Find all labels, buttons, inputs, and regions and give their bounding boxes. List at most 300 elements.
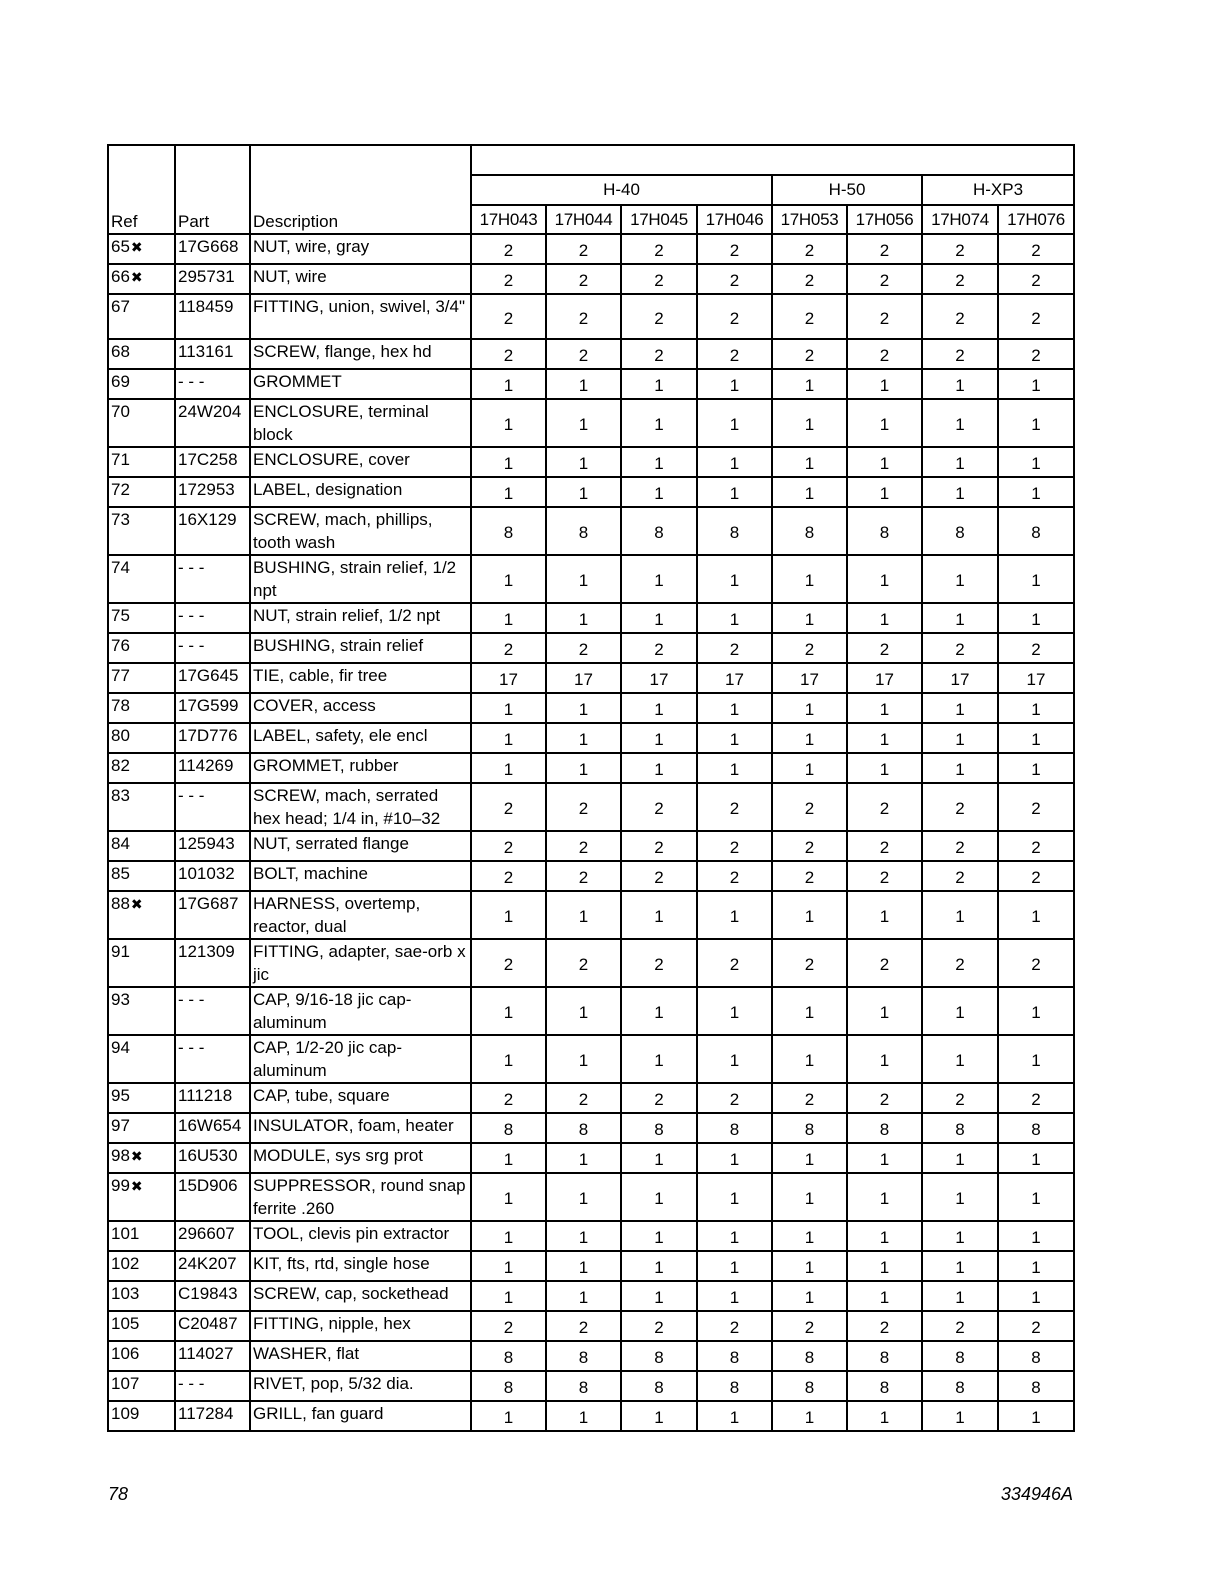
- quantity-cell: 1: [546, 399, 621, 447]
- quantity-cell: 2: [546, 1311, 621, 1341]
- quantity-cell: 2: [998, 1083, 1074, 1113]
- description-cell: MODULE, sys srg prot: [250, 1143, 471, 1173]
- quantity-cell: 1: [471, 1035, 546, 1083]
- part-number-cell: 295731: [175, 264, 250, 294]
- part-number-cell: - - -: [175, 1035, 250, 1083]
- quantity-cell: 2: [847, 339, 922, 369]
- ref-cell: [108, 264, 175, 294]
- quantity-cell: 2: [772, 633, 847, 663]
- quantity-cell: 1: [922, 399, 998, 447]
- quantity-cell: 1: [998, 723, 1074, 753]
- quantity-cell: 2: [697, 339, 772, 369]
- quantity-cell: 1: [546, 1251, 621, 1281]
- table-row: [108, 753, 1074, 783]
- quantity-cell: 1: [471, 1173, 546, 1221]
- part-number-cell: 24K207: [175, 1251, 250, 1281]
- quantity-cell: 1: [922, 1143, 998, 1173]
- quantity-cell: 2: [621, 783, 697, 831]
- quantity-cell: 2: [546, 1083, 621, 1113]
- quantity-cell: 1: [471, 1401, 546, 1431]
- description-cell: SCREW, cap, sockethead: [250, 1281, 471, 1311]
- quantity-cell: 1: [998, 1221, 1074, 1251]
- quantity-cell: 1: [998, 399, 1074, 447]
- table-row: [108, 1173, 1074, 1221]
- quantity-cell: 8: [697, 1341, 772, 1371]
- ref-cell: [108, 861, 175, 891]
- ref-number: 83: [111, 786, 130, 805]
- quantity-cell: 8: [998, 507, 1074, 555]
- quantity-cell: 1: [697, 753, 772, 783]
- parts-rows: [108, 234, 1074, 1431]
- table-row: [108, 294, 1074, 339]
- quantity-cell: 1: [546, 1221, 621, 1251]
- description-cell: FITTING, union, swivel, 3/4": [250, 294, 471, 339]
- quantity-cell: 1: [471, 369, 546, 399]
- quantity-cell: 2: [998, 294, 1074, 339]
- quantity-cell: 1: [998, 369, 1074, 399]
- part-number-cell: - - -: [175, 783, 250, 831]
- model-number-header: 17H056: [847, 205, 922, 234]
- quantity-cell: 2: [847, 234, 922, 264]
- quantity-cell: 1: [697, 399, 772, 447]
- quantity-cell: 1: [922, 1251, 998, 1281]
- quantity-cell: 2: [697, 861, 772, 891]
- quantity-cell: 2: [546, 831, 621, 861]
- table-row: [108, 447, 1074, 477]
- table-row: [108, 633, 1074, 663]
- quantity-cell: 2: [546, 339, 621, 369]
- part-number-cell: - - -: [175, 555, 250, 603]
- description-cell: WASHER, flat: [250, 1341, 471, 1371]
- part-number-cell: 125943: [175, 831, 250, 861]
- quantity-cell: 8: [471, 1113, 546, 1143]
- quantity-cell: 2: [471, 939, 546, 987]
- quantity-cell: 8: [772, 1113, 847, 1143]
- description-cell: FITTING, nipple, hex: [250, 1311, 471, 1341]
- quantity-cell: 2: [772, 264, 847, 294]
- part-number-cell: 117284: [175, 1401, 250, 1431]
- description-cell: ENCLOSURE, cover: [250, 447, 471, 477]
- quantity-cell: 1: [998, 477, 1074, 507]
- quantity-cell: 2: [772, 1083, 847, 1113]
- part-number-cell: 172953: [175, 477, 250, 507]
- quantity-cell: 8: [847, 1113, 922, 1143]
- quantity-cell: 2: [847, 1311, 922, 1341]
- quantity-cell: 1: [922, 1221, 998, 1251]
- table-row: [108, 339, 1074, 369]
- ref-cell: [108, 555, 175, 603]
- table-row: [108, 477, 1074, 507]
- quantity-cell: 8: [471, 1371, 546, 1401]
- quantity-cell: 1: [847, 1221, 922, 1251]
- quantity-cell: 1: [772, 555, 847, 603]
- ref-number: 76: [111, 636, 130, 655]
- quantity-cell: 8: [922, 1341, 998, 1371]
- quantity-cell: 2: [772, 861, 847, 891]
- quantity-cell: 1: [847, 1143, 922, 1173]
- quantity-cell: 1: [697, 987, 772, 1035]
- ref-number: 82: [111, 756, 130, 775]
- part-number-cell: 17G687: [175, 891, 250, 939]
- quantity-cell: 1: [847, 399, 922, 447]
- quantity-cell: 1: [546, 603, 621, 633]
- quantity-cell: 1: [621, 987, 697, 1035]
- quantity-cell: 8: [546, 1113, 621, 1143]
- quantity-cell: 2: [998, 633, 1074, 663]
- quantity-cell: 2: [772, 339, 847, 369]
- ref-cell: [108, 234, 175, 264]
- quantity-cell: 8: [847, 1371, 922, 1401]
- quantity-cell: 1: [471, 1281, 546, 1311]
- table-row: [108, 663, 1074, 693]
- quantity-cell: 1: [546, 753, 621, 783]
- ref-number: 101: [111, 1224, 140, 1243]
- quantity-cell: 8: [546, 1371, 621, 1401]
- quantity-cell: 1: [998, 555, 1074, 603]
- part-column-header: Part: [175, 145, 250, 234]
- quantity-cell: 2: [772, 831, 847, 861]
- part-number-cell: 17G599: [175, 693, 250, 723]
- quantity-cell: 1: [697, 447, 772, 477]
- quantity-cell: 8: [546, 1341, 621, 1371]
- quantity-cell: 2: [922, 1311, 998, 1341]
- quantity-cell: 2: [621, 1083, 697, 1113]
- quantity-cell: 1: [471, 477, 546, 507]
- quantity-cell: 1: [922, 987, 998, 1035]
- quantity-cell: 2: [847, 633, 922, 663]
- quantity-cell: 1: [621, 603, 697, 633]
- quantity-cell: 1: [471, 1221, 546, 1251]
- description-cell: HARNESS, overtemp, reactor, dual: [250, 891, 471, 939]
- quantity-cell: 8: [922, 507, 998, 555]
- quantity-cell: 2: [471, 1311, 546, 1341]
- quantity-cell: 2: [772, 939, 847, 987]
- quantity-cell: 1: [772, 1143, 847, 1173]
- quantity-cell: 1: [621, 1143, 697, 1173]
- quantity-cell: 1: [772, 447, 847, 477]
- quantity-cell: 1: [471, 753, 546, 783]
- ref-cell: [108, 1251, 175, 1281]
- ref-number: 98: [111, 1146, 130, 1165]
- quantity-cell: 8: [471, 507, 546, 555]
- ref-cell: [108, 723, 175, 753]
- table-row: [108, 783, 1074, 831]
- model-number-header: 17H043: [471, 205, 546, 234]
- quantity-cell: 1: [998, 1143, 1074, 1173]
- quantity-cell: 1: [546, 693, 621, 723]
- quantity-cell: 8: [772, 1371, 847, 1401]
- quantity-cell: 2: [471, 861, 546, 891]
- ref-cell: [108, 369, 175, 399]
- model-number-header: 17H053: [772, 205, 847, 234]
- table-row: [108, 1281, 1074, 1311]
- quantity-cell: 2: [546, 939, 621, 987]
- quantity-cell: 1: [772, 1035, 847, 1083]
- quantity-cell: 1: [697, 369, 772, 399]
- ref-number: 109: [111, 1404, 140, 1423]
- quantity-cell: 2: [471, 831, 546, 861]
- quantity-cell: 2: [621, 633, 697, 663]
- ref-number: 72: [111, 480, 130, 499]
- quantity-cell: 1: [697, 555, 772, 603]
- part-number-cell: 113161: [175, 339, 250, 369]
- quantity-cell: 2: [621, 831, 697, 861]
- quantity-cell: 2: [546, 264, 621, 294]
- quantity-cell: 1: [847, 753, 922, 783]
- quantity-cell: 2: [772, 294, 847, 339]
- quantity-cell: 1: [922, 891, 998, 939]
- quantity-cell: 8: [621, 1113, 697, 1143]
- quantity-cell: 2: [998, 1311, 1074, 1341]
- quantity-cell: 1: [697, 603, 772, 633]
- table-row: [108, 603, 1074, 633]
- part-number-cell: - - -: [175, 369, 250, 399]
- ref-number: 102: [111, 1254, 140, 1273]
- quantity-cell: 1: [922, 1173, 998, 1221]
- quantity-cell: 8: [998, 1371, 1074, 1401]
- quantity-cell: 1: [847, 723, 922, 753]
- quantity-cell: 2: [621, 264, 697, 294]
- quantity-cell: 8: [697, 1113, 772, 1143]
- quantity-cell: 1: [922, 723, 998, 753]
- quantity-cell: 17: [546, 663, 621, 693]
- ref-cell: [108, 1113, 175, 1143]
- description-cell: TOOL, clevis pin extractor: [250, 1221, 471, 1251]
- quantity-cell: 8: [998, 1113, 1074, 1143]
- description-column-header: Description: [250, 145, 471, 234]
- page-number: 78: [108, 1484, 129, 1504]
- quantity-cell: 2: [998, 861, 1074, 891]
- quantity-cell: 2: [471, 234, 546, 264]
- ref-cell: [108, 399, 175, 447]
- ref-cell: [108, 1221, 175, 1251]
- part-number-cell: 114027: [175, 1341, 250, 1371]
- quantity-cell: 1: [546, 891, 621, 939]
- part-number-cell: - - -: [175, 987, 250, 1035]
- ref-number: 85: [111, 864, 130, 883]
- quantity-cell: 1: [471, 447, 546, 477]
- model-group-header: H-40: [471, 175, 772, 205]
- quantity-cell: 8: [546, 507, 621, 555]
- quantity-cell: 1: [621, 1035, 697, 1083]
- table-row: [108, 987, 1074, 1035]
- quantity-cell: 1: [621, 369, 697, 399]
- quantity-cell: 2: [546, 633, 621, 663]
- ref-cell: [108, 1281, 175, 1311]
- description-cell: GROMMET: [250, 369, 471, 399]
- quantity-cell: 8: [697, 1371, 772, 1401]
- description-cell: CAP, tube, square: [250, 1083, 471, 1113]
- quantity-cell: 1: [546, 555, 621, 603]
- cross-mark-icon: ✖: [130, 269, 143, 285]
- quantity-cell: 2: [998, 234, 1074, 264]
- quantity-cell: 2: [697, 939, 772, 987]
- model-number-header: 17H046: [697, 205, 772, 234]
- ref-number: 74: [111, 558, 130, 577]
- quantity-cell: 1: [772, 1251, 847, 1281]
- quantity-cell: 2: [847, 939, 922, 987]
- model-number-header: 17H076: [998, 205, 1074, 234]
- ref-cell: [108, 603, 175, 633]
- quantity-cell: 2: [621, 234, 697, 264]
- table-row: [108, 1035, 1074, 1083]
- part-number-cell: 17C258: [175, 447, 250, 477]
- quantity-cell: 1: [772, 369, 847, 399]
- table-row: [108, 831, 1074, 861]
- part-number-cell: 121309: [175, 939, 250, 987]
- ref-number: 99: [111, 1176, 130, 1195]
- ref-cell: [108, 693, 175, 723]
- quantity-cell: 2: [697, 294, 772, 339]
- quantity-cell: 1: [847, 891, 922, 939]
- part-number-cell: 111218: [175, 1083, 250, 1113]
- quantity-cell: 2: [697, 1083, 772, 1113]
- part-number-cell: - - -: [175, 603, 250, 633]
- quantity-cell: 1: [922, 693, 998, 723]
- quantity-cell: 1: [471, 1143, 546, 1173]
- quantity-cell: 1: [998, 1035, 1074, 1083]
- quantity-cell: 1: [621, 1251, 697, 1281]
- quantity-cell: 2: [621, 939, 697, 987]
- quantity-cell: 1: [847, 369, 922, 399]
- part-number-cell: 16X129: [175, 507, 250, 555]
- ref-number: 80: [111, 726, 130, 745]
- quantity-cell: 1: [471, 693, 546, 723]
- model-number-header: 17H045: [621, 205, 697, 234]
- quantity-cell: 8: [621, 1371, 697, 1401]
- quantity-cell: 2: [621, 861, 697, 891]
- ref-number: 68: [111, 342, 130, 361]
- ref-cell: [108, 1371, 175, 1401]
- quantity-cell: 2: [922, 264, 998, 294]
- quantity-cell: 1: [847, 1401, 922, 1431]
- quantity-cell: 1: [546, 1401, 621, 1431]
- quantity-cell: 2: [922, 633, 998, 663]
- description-cell: COVER, access: [250, 693, 471, 723]
- ref-number: 65: [111, 237, 130, 256]
- table-row: [108, 1251, 1074, 1281]
- quantity-cell: 1: [697, 1221, 772, 1251]
- quantity-cell: 1: [471, 1251, 546, 1281]
- quantity-cell: 1: [772, 1281, 847, 1311]
- quantity-cell: 1: [697, 693, 772, 723]
- description-cell: TIE, cable, fir tree: [250, 663, 471, 693]
- quantity-cell: 1: [546, 1173, 621, 1221]
- part-number-cell: - - -: [175, 633, 250, 663]
- ref-cell: [108, 1173, 175, 1221]
- quantity-cell: 1: [697, 1281, 772, 1311]
- quantity-cell: 1: [922, 1035, 998, 1083]
- part-number-cell: 118459: [175, 294, 250, 339]
- quantity-cell: 1: [621, 1281, 697, 1311]
- description-cell: BOLT, machine: [250, 861, 471, 891]
- quantity-cell: 8: [847, 1341, 922, 1371]
- quantity-cell: 2: [998, 831, 1074, 861]
- quantity-cell: 1: [471, 891, 546, 939]
- quantity-cell: 1: [471, 555, 546, 603]
- parts-table: [107, 144, 1075, 1432]
- quantity-cell: 1: [922, 1281, 998, 1311]
- quantity-cell: 2: [546, 783, 621, 831]
- quantity-cell: 1: [998, 1173, 1074, 1221]
- quantity-cell: 1: [998, 753, 1074, 783]
- quantity-cell: 2: [471, 783, 546, 831]
- description-cell: CAP, 1/2-20 jic cap-aluminum: [250, 1035, 471, 1083]
- quantity-cell: 2: [772, 234, 847, 264]
- ref-cell: [108, 663, 175, 693]
- description-cell: SCREW, flange, hex hd: [250, 339, 471, 369]
- quantity-cell: 1: [998, 693, 1074, 723]
- quantity-cell: 1: [772, 1401, 847, 1431]
- ref-cell: [108, 1143, 175, 1173]
- quantity-cell: 1: [847, 447, 922, 477]
- quantity-cell: 2: [697, 783, 772, 831]
- quantity-cell: 2: [922, 939, 998, 987]
- quantity-cell: 2: [546, 294, 621, 339]
- ref-number: 69: [111, 372, 130, 391]
- part-number-cell: 296607: [175, 1221, 250, 1251]
- model-group-header: H-XP3: [922, 175, 1074, 205]
- quantity-cell: 1: [546, 1281, 621, 1311]
- quantity-cell: 1: [847, 1251, 922, 1281]
- quantity-cell: 17: [621, 663, 697, 693]
- table-row: [108, 234, 1074, 264]
- ref-cell: [108, 939, 175, 987]
- description-cell: INSULATOR, foam, heater: [250, 1113, 471, 1143]
- quantity-cell: 8: [697, 507, 772, 555]
- ref-number: 97: [111, 1116, 130, 1135]
- quantity-cell: 1: [546, 369, 621, 399]
- quantity-cell: 2: [546, 861, 621, 891]
- ref-cell: [108, 477, 175, 507]
- quantity-cell: 1: [471, 723, 546, 753]
- description-cell: NUT, strain relief, 1/2 npt: [250, 603, 471, 633]
- ref-number: 94: [111, 1038, 130, 1057]
- quantity-cell: 2: [922, 339, 998, 369]
- quantity-cell: 1: [922, 447, 998, 477]
- quantity-cell: 2: [922, 234, 998, 264]
- part-number-cell: - - -: [175, 1371, 250, 1401]
- table-row: [108, 1311, 1074, 1341]
- quantity-cell: 1: [697, 1173, 772, 1221]
- cross-mark-icon: ✖: [130, 1178, 143, 1194]
- ref-number: 67: [111, 297, 130, 316]
- quantity-cell: 2: [621, 294, 697, 339]
- ref-number: 73: [111, 510, 130, 529]
- ref-cell: [108, 891, 175, 939]
- quantity-cell: 1: [621, 693, 697, 723]
- quantity-cell: 1: [847, 477, 922, 507]
- ref-number: 70: [111, 402, 130, 421]
- quantity-cell: 1: [922, 555, 998, 603]
- quantity-cell: 1: [621, 723, 697, 753]
- quantity-cell: 1: [847, 693, 922, 723]
- quantity-cell: 8: [922, 1371, 998, 1401]
- ref-number: 66: [111, 267, 130, 286]
- table-row: [108, 861, 1074, 891]
- ref-cell: [108, 447, 175, 477]
- description-cell: LABEL, safety, ele encl: [250, 723, 471, 753]
- quantity-cell: 1: [621, 1173, 697, 1221]
- quantity-cell: 2: [772, 783, 847, 831]
- description-cell: NUT, wire: [250, 264, 471, 294]
- quantity-cell: 1: [922, 1401, 998, 1431]
- quantity-cell: 1: [998, 447, 1074, 477]
- description-cell: KIT, fts, rtd, single hose: [250, 1251, 471, 1281]
- quantity-cell: 1: [621, 399, 697, 447]
- ref-number: 95: [111, 1086, 130, 1105]
- quantity-cell: 2: [922, 861, 998, 891]
